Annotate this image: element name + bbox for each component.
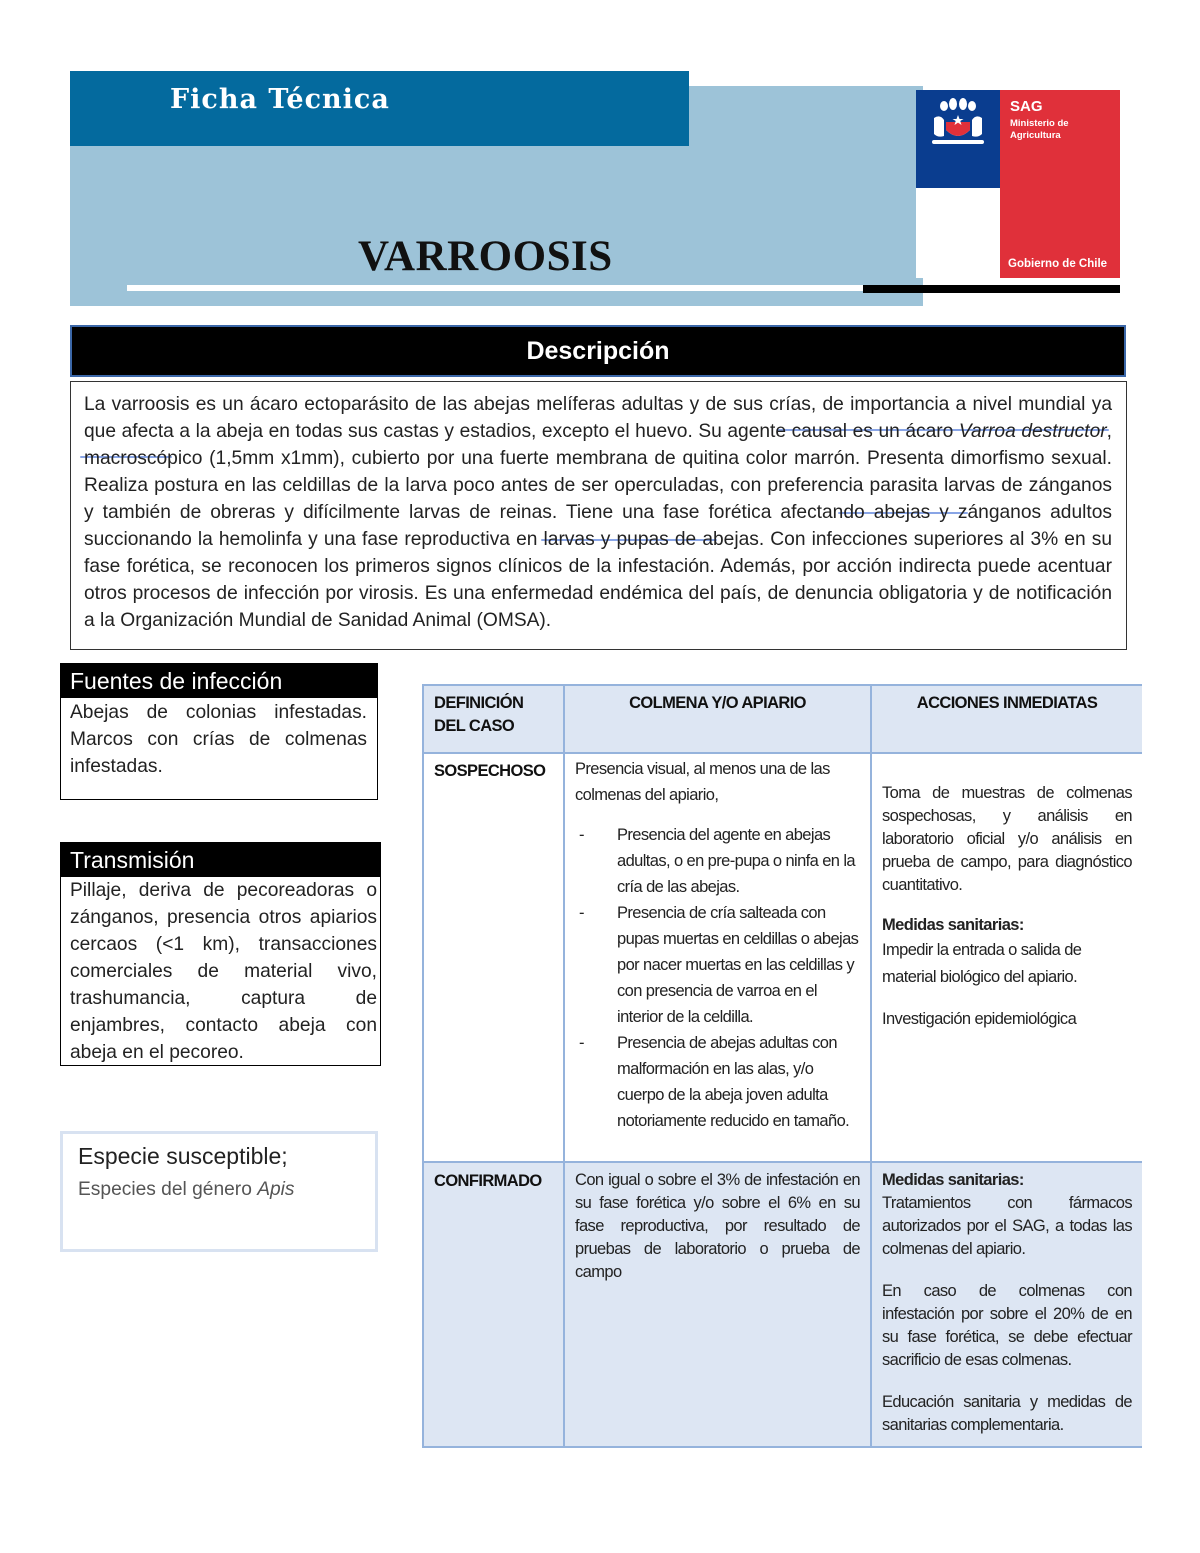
list-item: - Presencia de cría salteada con pupas muertas en celdillas o abejas por nacer muertas en las celdillas y con presencia de varroa en el interior de la celdilla. xyxy=(575,900,860,1030)
especie-text xyxy=(78,1179,295,1201)
confirmado-colmena-cell: Con igual o sobre el 3% de infestación en su fase forética y/o sobre el 6% en su fase reproductiva, por resultado de pruebas de laboratorio o prueba de campo xyxy=(575,1171,860,1281)
description-heading: Descripción xyxy=(70,325,1126,377)
confirmado-accion-educacion: Educación sanitaria y medidas de sanitarias complementaria. xyxy=(882,1393,1132,1434)
sospechoso-colmena-cell xyxy=(565,750,870,1140)
table-header-acciones: ACCIONES INMEDIATAS xyxy=(916,694,1098,712)
sospechoso-medidas-label: Medidas sanitarias: xyxy=(882,916,1024,934)
sospechoso-accion-investigacion: Investigación epidemiológica xyxy=(882,1010,1077,1028)
genus-name: Apis xyxy=(257,1179,295,1200)
list-item: - Presencia del agente en abejas adultas, o en pre-pupa o ninfa en la cría de las abejas. xyxy=(575,822,860,900)
row-label-confirmado: CONFIRMADO xyxy=(434,1172,542,1190)
sospechoso-intro: Presencia visual, al menos una de las colmenas del apiario, xyxy=(575,760,830,804)
sospechoso-accion-muestras: Toma de muestras de colmenas sospechosas, y análisis en laboratorio oficial y/o análisis en prueba de campo, para diagnóstico cuantitativo. xyxy=(882,784,1132,894)
confirmado-accion-sacrificio: En caso de colmenas con infestación por sobre el 20% de en su fase forética, se debe efectuar sacrificio de esas colmenas. xyxy=(882,1282,1132,1369)
table-border xyxy=(422,684,424,1448)
logo-white-block xyxy=(916,188,1000,278)
logo-ministry: Ministerio de Agricultura xyxy=(1010,118,1069,141)
header-rule-dark xyxy=(863,285,1120,293)
sospechoso-accion-impedir: Impedir la entrada o salida de material biológico del apiario. xyxy=(882,941,1082,986)
header-rule xyxy=(127,285,863,291)
description-text xyxy=(84,391,1112,634)
sospechoso-criteria-list xyxy=(575,822,860,1134)
header-kicker: Ficha Técnica xyxy=(170,84,390,115)
row-label-sospechoso: SOSPECHOSO xyxy=(434,762,546,780)
sospechoso-acciones-cell xyxy=(872,776,1142,1037)
table-border xyxy=(422,1446,1142,1448)
transmision-text: Pillaje, deriva de pecoreadoras o zánganos, presencia otros apiarios cercaos (<1 km), transacciones comerciales de material vivo, trashumancia, captura de enjambres, contacto abeja con abeja en el pecoreo. xyxy=(70,880,377,1063)
description-part-1: La varroosis es un ácaro ectoparásito de las abejas melíferas adultas y de sus crías, de importancia a nivel mundial ya que afecta a la abeja en todas sus castas y estadios, excepto el huevo. Su agente causal es un ácaro xyxy=(84,394,1112,442)
page-title: VARROOSIS xyxy=(358,233,613,280)
fuentes-text: Abejas de colonias infestadas. Marcos con crías de colmenas infestadas. xyxy=(70,702,367,777)
case-definition-table xyxy=(422,684,1142,1448)
confirmado-medidas-label: Medidas sanitarias: xyxy=(882,1171,1024,1189)
table-header-colmena: COLMENA Y/O APIARIO xyxy=(629,694,806,712)
confirmado-acciones-cell xyxy=(872,1163,1142,1443)
sag-logo xyxy=(916,90,1120,278)
species-name: Varroa destructor xyxy=(958,421,1107,442)
confirmado-accion-tratamientos: Tratamientos con fármacos autorizados por el SAG, a todas las colmenas del apiario. xyxy=(882,1194,1132,1258)
chile-coat-of-arms-icon xyxy=(926,96,990,152)
fuentes-heading: Fuentes de infección xyxy=(60,663,378,698)
logo-government: Gobierno de Chile xyxy=(1008,258,1108,270)
logo-agency: SAG xyxy=(1010,98,1043,115)
especie-prefix: Especies del género xyxy=(78,1179,258,1200)
description-part-2: , macroscópico (1,5mm x1mm), cubierto por una fuerte membrana de quitina color marrón. Presenta dimorfismo sexual. Realiza postura en las celdillas de la larva poco antes de ser operculadas, con preferencia parasita larvas de zánganos y también de obreras y difícilmente larvas de reinas. Tiene una fase forética afectando abejas y zánganos adultos succionando la hemolinfa y una fase reproductiva en larvas y pupas de abejas. Con infecciones superiores al 3% en su fase forética, se reconocen los primeros signos clínicos de la infestación. Además, por acción indirecta puede acentuar otros procesos de infección por virosis. Es una enfermedad endémica del país, de denuncia obligatoria y de notificación a la Organización Mundial de Sanidad Animal (OMSA). xyxy=(84,421,1112,631)
especie-heading: Especie susceptible; xyxy=(78,1143,288,1169)
table-header-definicion: DEFINICIÓN DEL CASO xyxy=(434,694,524,735)
transmision-heading: Transmisión xyxy=(60,842,381,877)
list-item: - Presencia de abejas adultas con malformación en las alas, y/o cuerpo de la abeja joven adulta notoriamente reducido en tamaño. xyxy=(575,1030,860,1134)
